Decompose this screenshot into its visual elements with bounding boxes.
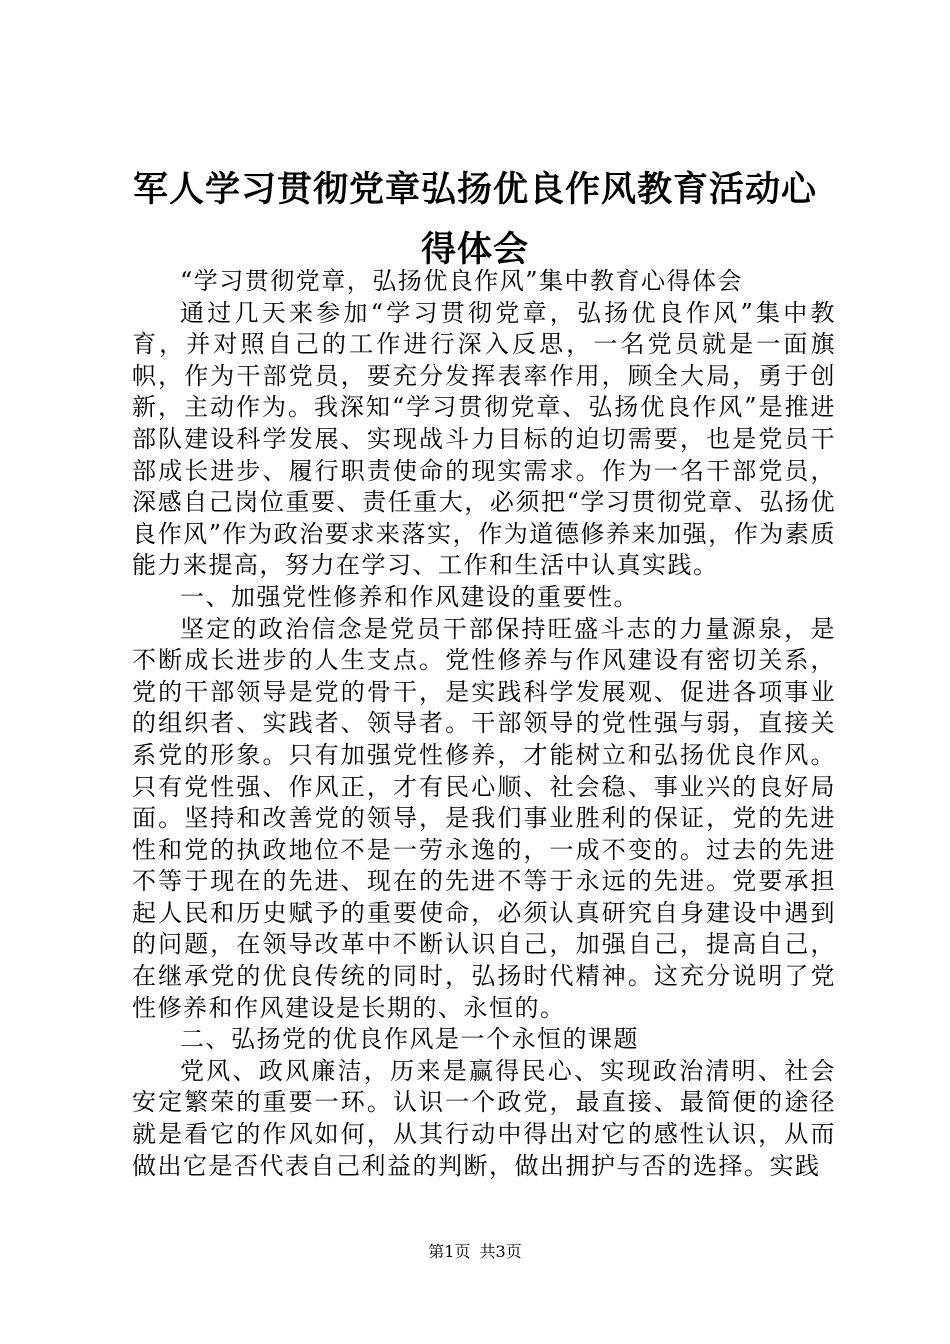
body-paragraph: 坚定的政治信念是党员干部保持旺盛斗志的力量源泉，是不断成长进步的人生支点。党性修养与作风建设有密切关系，党的干部领导是党的骨干，是实践科学发展观、促进各项事业的组织者、实践者、领导者。干部领导的党性强与弱，直接关系党的形象。只有加强党性修养，才能树立和弘扬优良作风。只有党性强、作风正，才有民心顺、社会稳、事业兴的良好局面。坚持和改善党的领导，是我们事业胜利的保证，党的先进性和党的执政地位不是一劳永逸的，一成不变的。过去的先进不等于现在的先进、现在的先进不等于永远的先进。党要承担起人民和历史赋予的重要使命，必须认真研究自身建设中遇到的问题，在领导改革中不断认识自己，加强自己，提高自己，在继承党的优良传统的同时，弘扬时代精神。这充分说明了党性修养和作风建设是长期的、永恒的。 — [132, 614, 836, 1022]
page-footer — [0, 1242, 950, 1262]
page-number: 第1页 — [428, 1242, 471, 1261]
subtitle-paragraph: “学习贯彻党章，弘扬优良作风”集中教育心得体会 — [180, 267, 744, 295]
page-total: 共3页 — [479, 1242, 522, 1261]
section-heading: 一、加强党性修养和作风建设的重要性。 — [180, 582, 639, 611]
body-paragraph: 通过几天来参加“学习贯彻党章，弘扬优良作风”集中教育，并对照自己的工作进行深入反思，一名党员就是一面旗帜，作为干部党员，要充分发挥表率作用，顾全大局，勇于创新，主动作为。我深知“学习贯彻党章、弘扬优良作风”是推进部队建设科学发展、实现战斗力目标的迫切需要，也是党员干部成长进步、履行职责使命的现实需求。作为一名干部党员，深感自己岗位重要、责任重大，必须把“学习贯彻党章、弘扬优良作风”作为政治要求来落实，作为道德修养来加强，作为素质能力来提高，努力在学习、工作和生活中认真实践。 — [132, 298, 836, 580]
section-heading: 二、弘扬党的优良作风是一个永恒的课题 — [180, 1025, 639, 1054]
body-paragraph: 党风、政风廉洁，历来是赢得民心、实现政治清明、社会安定繁荣的重要一环。认识一个政党，最直接、最简便的途径就是看它的作风如何，从其行动中得出对它的感性认识，从而做出它是否代表自己利益的判断，做出拥护与否的选择。实践 — [132, 1056, 836, 1180]
document-body — [132, 266, 836, 1182]
document-title: 军人学习贯彻党章弘扬优良作风教育活动心得体会 — [132, 169, 817, 270]
